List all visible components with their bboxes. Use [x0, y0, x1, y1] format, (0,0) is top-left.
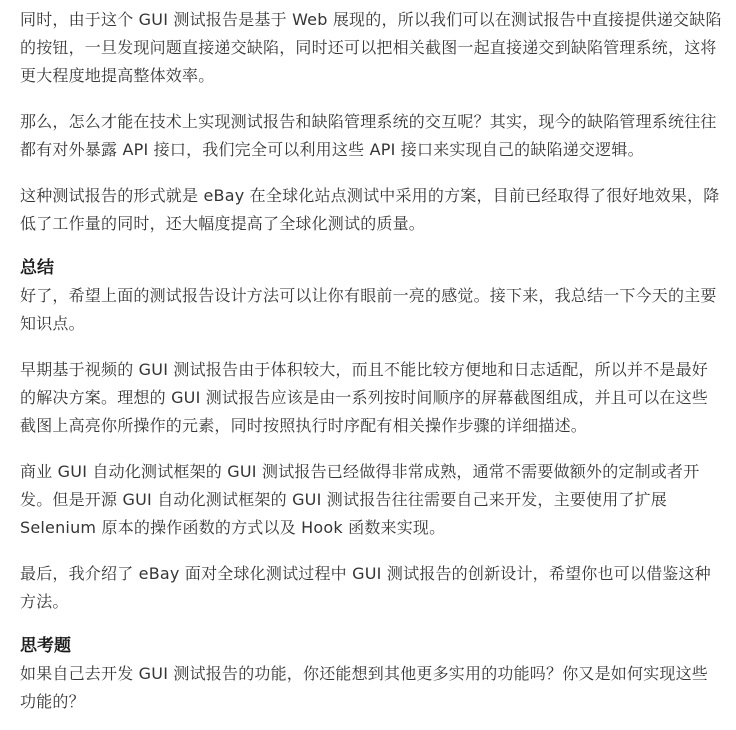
section-heading-summary: 总结	[20, 258, 54, 278]
paragraph-intro-3: 这种测试报告的形式就是 eBay 在全球化站点测试中采用的方案，目前已经取得了很好地效果，降低了工作量的同时，还大幅度提高了全球化测试的质量。	[20, 186, 720, 233]
paragraph-summary-3: 商业 GUI 自动化测试框架的 GUI 测试报告已经做得非常成熟，通常不需要做额外的定制或者开发。但是开源 GUI 自动化测试框架的 GUI 测试报告往往需要自己来开发，主要使用了扩展 Selenium 原本的操作函数的方式以及 Hook 函数来实现。	[20, 462, 700, 537]
paragraph-summary-4: 最后，我介绍了 eBay 面对全球化测试过程中 GUI 测试报告的创新设计，希望你也可以借鉴这种方法。	[20, 564, 711, 611]
paragraph-question-1: 如果自己去开发 GUI 测试报告的功能，你还能想到其他更多实用的功能吗？你又是如何实现这些功能的？	[20, 664, 709, 711]
paragraph-intro-1: 同时，由于这个 GUI 测试报告是基于 Web 展现的，所以我们可以在测试报告中直接提供递交缺陷的按钮，一旦发现问题直接递交缺陷，同时还可以把相关截图一起直接递交到缺陷管理系统，这将更大程度地提高整体效率。	[20, 10, 722, 85]
paragraph-summary-1: 好了，希望上面的测试报告设计方法可以让你有眼前一亮的感觉。接下来，我总结一下今天的主要知识点。	[20, 286, 717, 333]
paragraph-summary-2: 早期基于视频的 GUI 测试报告由于体积较大，而且不能比较方便地和日志适配，所以并不是最好的解决方案。理想的 GUI 测试报告应该是由一系列按时间顺序的屏幕截图组成，并且可以在这些截图上高亮你所操作的元素，同时按照执行时序配有相关操作步骤的详细描述。	[20, 360, 709, 435]
section-heading-questions: 思考题	[20, 636, 71, 656]
paragraph-intro-2: 那么，怎么才能在技术上实现测试报告和缺陷管理系统的交互呢？其实，现今的缺陷管理系统往往都有对外暴露 API 接口，我们完全可以利用这些 API 接口来实现自己的缺陷递交逻辑。	[20, 112, 717, 159]
